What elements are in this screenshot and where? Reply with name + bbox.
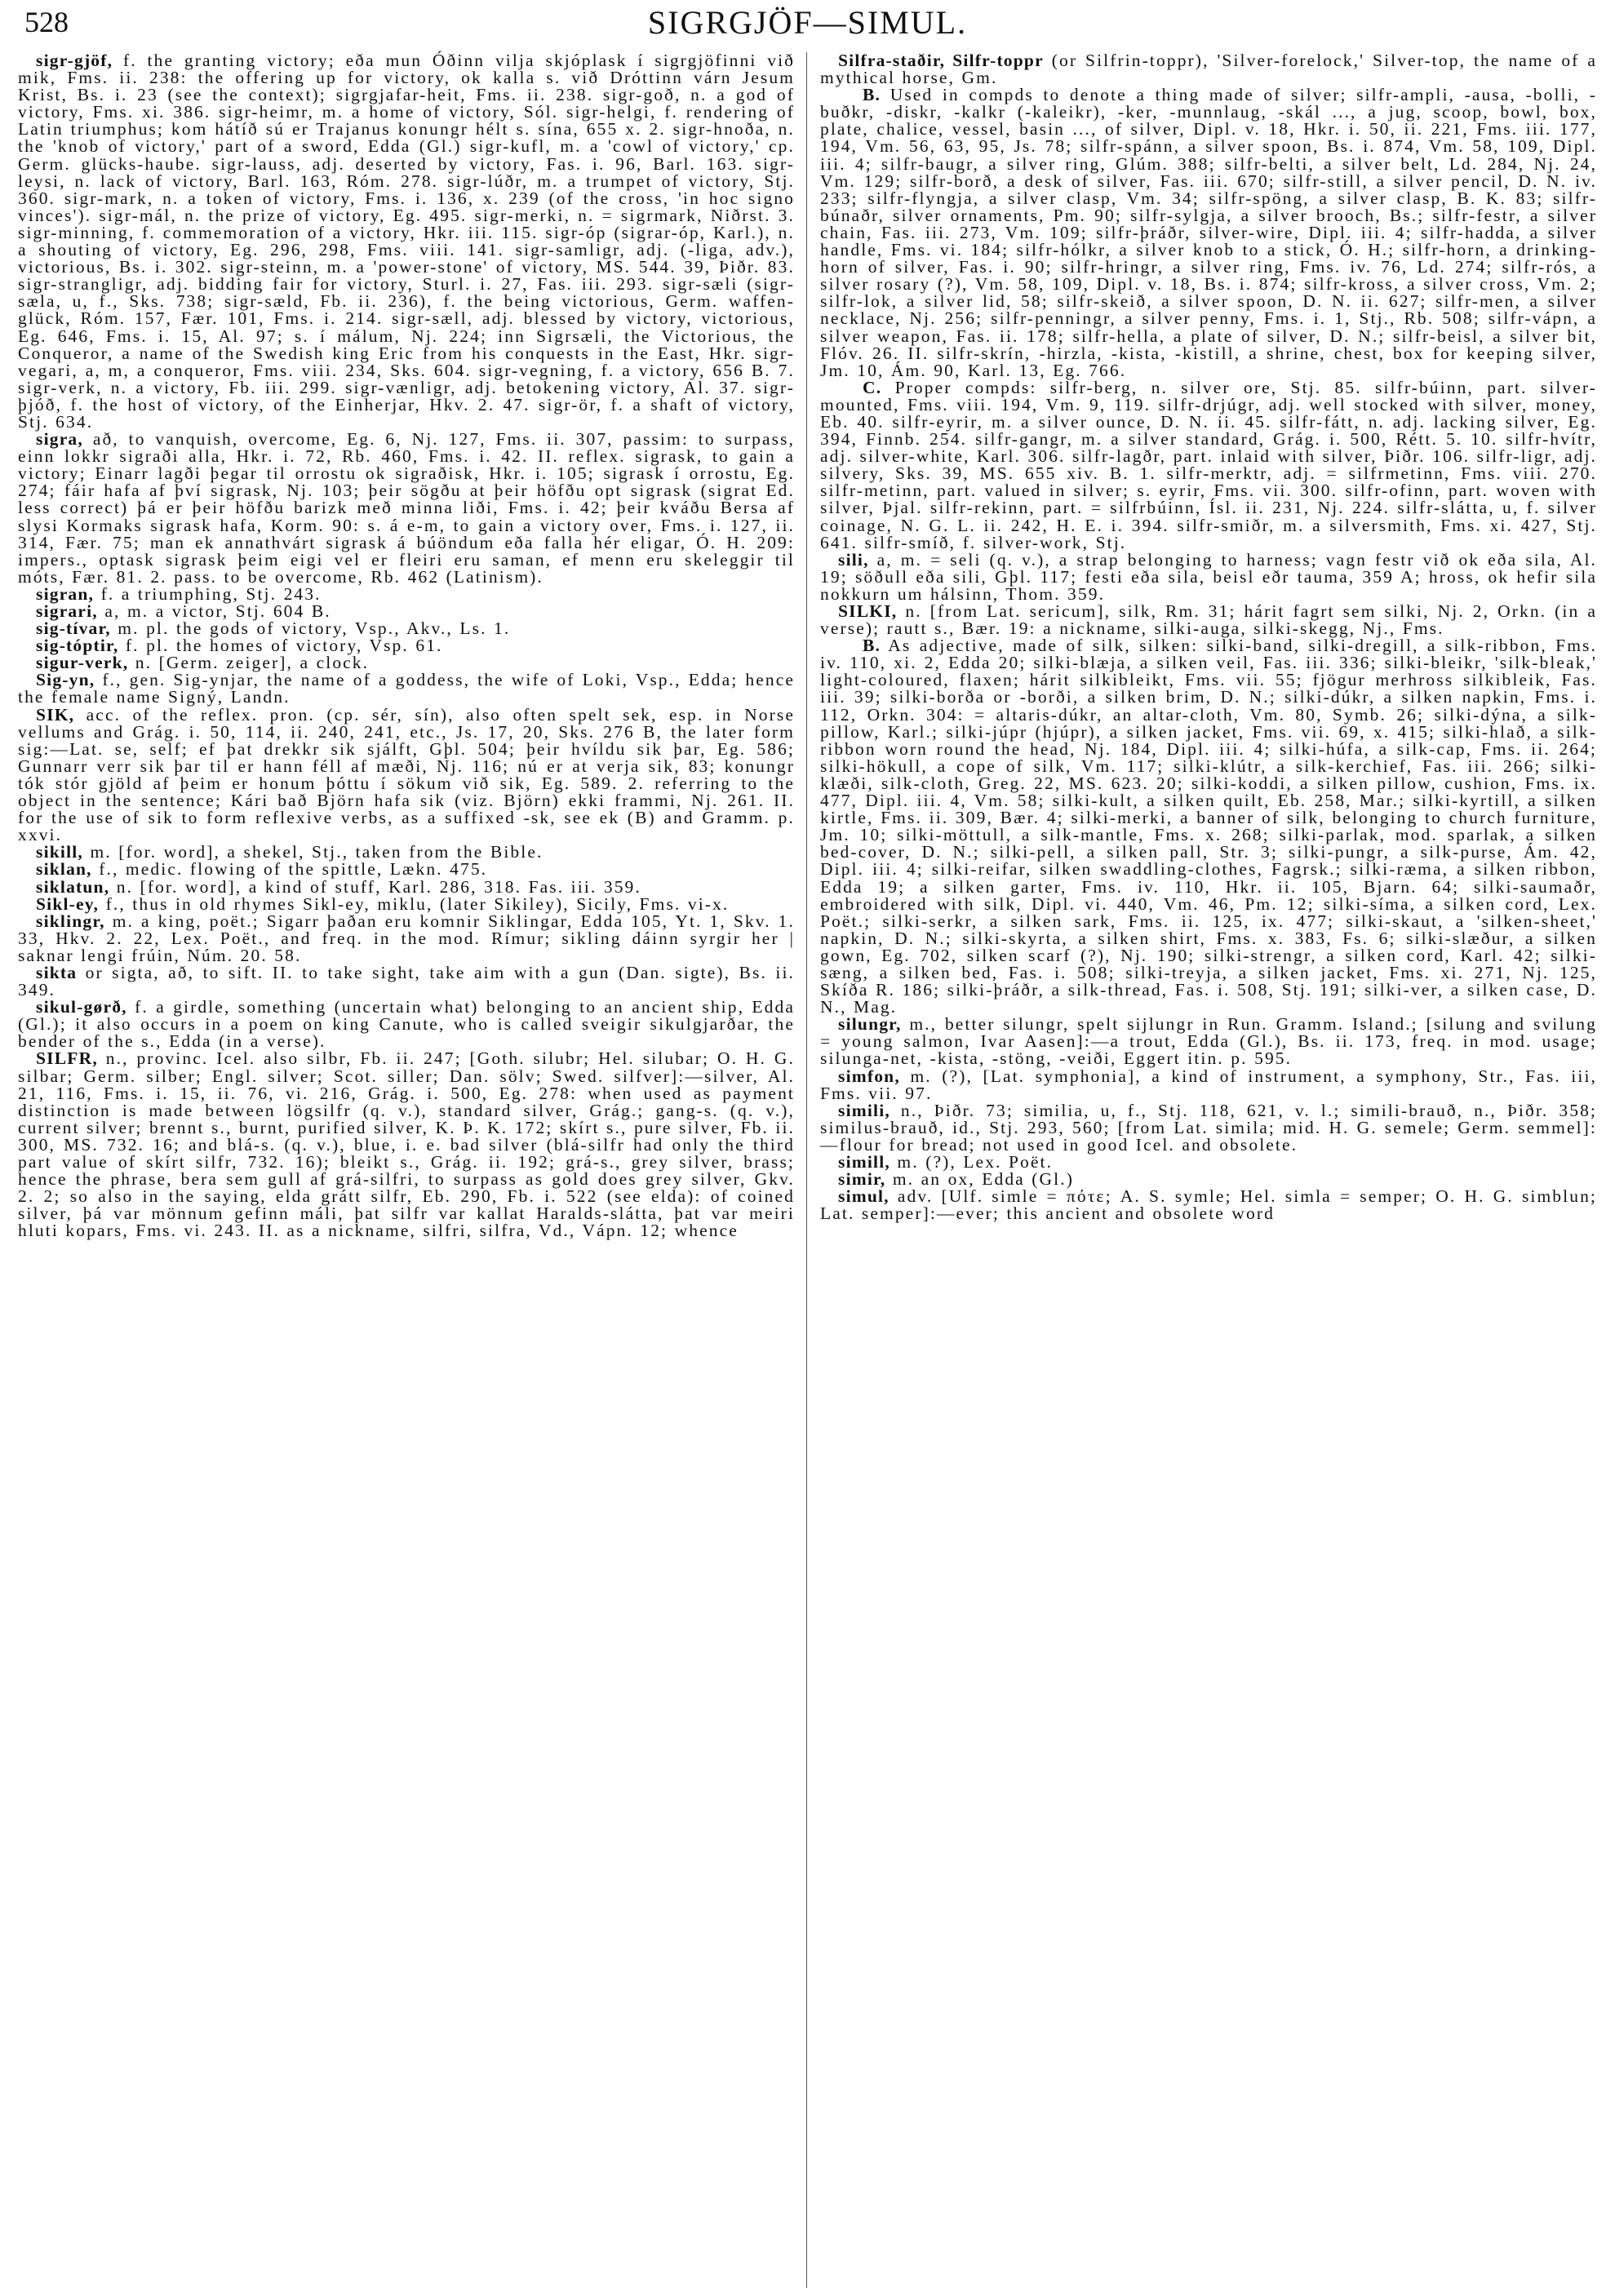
dictionary-entry bbox=[18, 964, 795, 999]
dictionary-entry bbox=[18, 52, 795, 431]
page-number: 528 bbox=[24, 6, 69, 38]
entry-headword: simul, bbox=[838, 1186, 890, 1207]
entry-body: adv. [Ulf. simle = πότε; A. S. symle; Hel. simla = semper; O. H. G. simblun; Lat. semper]:—ever; this ancient and obsolete word bbox=[820, 1186, 1597, 1224]
running-title: SIGRGJÖF—SIMUL. bbox=[647, 4, 968, 41]
entry-headword: B. bbox=[863, 85, 881, 105]
entry-headword: sigr-gjöf, bbox=[36, 51, 113, 70]
entry-body: f. a girdle, something (uncertain what) belonging to an ancient ship, Edda (Gl.); it also occurs in a poem on king Canute, who is called sveigir sikulgjarðar, the bender of the s., Edda (in a verse). bbox=[18, 997, 795, 1052]
dictionary-entry bbox=[18, 583, 795, 604]
entry-body: n., provinc. Icel. also silbr, Fb. ii. 247; [Goth. silubr; Hel. silubar; O. H. G. silbar; Germ. silber; Engl. silver; Scot. siller; Dan. sölv; Swed. silfver]:—silver, Al. 21, 116, Fms. i. 15, ii. 76, vi. 216, Grág. i. 500, Eg. 278: when used as payment distinction is made between lögsilfr (q. v.), standard silver, Grág.; gang-s. (q. v.), current silver; brennt s., burnt, purified silver, K. Þ. K. 172; skírt s., pure silver, Fb. ii. 300, MS. 732. 16; and blá-s. (q. v.), blue, i. e. bad silver (blá-silfr had only the third part value of skírt silfr, 732. 16); bleikt s., Grág. ii. 192; grá-s., grey silver, brass; hence the phrase, bera sem gull af grá-silfri, to surpass as gold does grey silver, Gkv. 2. 2; so also in the saying, elda grátt silfr, Eb. 290, Fb. i. 522 (see elda): of coined silver, þá var mönnum gefinn máli, þat silfr var kallat Haralds-slátta, þat var meiri hluti kopars, Fms. vi. 243. II. as a nickname, silfri, silfra, Vd., Vápn. 12; whence bbox=[18, 1048, 795, 1241]
dictionary-entry bbox=[18, 620, 795, 637]
entry-body: a, m. = seli (q. v.), a strap belonging to harness; vagn festr við ok eða sila, Al. 19; söðull eða sili, Gþl. 117; festi eða sila, beisl eðr tauma, 359 A; hross, ok hefir sila nokkurn um hálsinn, Thom. 359. bbox=[820, 549, 1597, 604]
entry-body: Used in compds to denote a thing made of silver; silfr-ampli, -ausa, -bolli, -buðkr, -diskr, -kalkr (-kaleikr), -ker, -munnlaug, -skál ..., a jug, scoop, bowl, box, plate, chalice, vessel, basin ..., of silver, Dipl. v. 18, Hkr. i. 50, ii. 221, Fms. iii. 177, 194, Vm. 56, 63, 95, Js. 78; silfr-spánn, a silver spoon, Bs. i. 874, Vm. 58, 109, Dipl. iii. 4; silfr-baugr, a silver ring, Glúm. 388; silfr-belti, a silver belt, Ld. 284, Nj. 24, Vm. 129; silfr-borð, a desk of silver, Fas. iii. 670; silfr-still, a silver pencil, D. N. iv. 233; silfr-flyngja, a silver clasp, Vm. 34; silfr-spöng, a silver clasp, B. K. 83; silfr-búnaðr, silver ornaments, Pm. 90; silfr-sylgja, a silver brooch, Bs.; silfr-festr, a silver chain, Fas. iii. 273, Vm. 109; silfr-þráðr, silver-wire, Dipl. iii. 4; silfr-hadda, a silver handle, Fms. vi. 184; silfr-hólkr, a silver knob to a stick, Ó. H.; silfr-horn, a drinking-horn of silver, Fas. i. 90; silfr-hringr, a silver ring, Fms. iv. 76, Ld. 274; silfr-rós, a silver rosary (?), Vm. 58, 109, Dipl. v. 18, Bs. i. 874; silfr-kross, a silver cross, Vm. 2; silfr-lok, a silver lid, 58; silfr-skeið, a silver spoon, D. N. ii. 627; silfr-men, a silver necklace, Nj. 256; silfr-penningr, a silver penny, Fms. i. 1, Stj., Rb. 508; silfr-vápn, a silver weapon, Fas. ii. 178; silfr-hella, a plate of silver, D. N.; silfr-beisl, a silver bit, Flóv. 26. II. silfr-skrín, -hirzla, -kista, -kistill, a shrine, chest, box for keeping silver, Jm. 10, Ám. 90, Karl. 13, Eg. 766. bbox=[820, 85, 1597, 380]
right-column bbox=[820, 52, 1597, 1222]
entry-body: As adjective, made of silk, silken: silki-band, silki-dregill, a silk-ribbon, Fms. iv. 110, xi. 2, Edda 20; silki-blæja, a silken veil, Fas. iii. 336; silki-bleikr, 'silk-bleak,' light-coloured, flaxen; hárit silkibleikt, Fms. vii. 55; fjögur merhross silkibleik, Fas. iii. 39; silki-borða or -borði, a silken brim, D. N.; silki-dúkr, a silken napkin, Fms. i. 112, Orkn. 304: = altaris-dúkr, an altar-cloth, Vm. 80, Symb. 26; silki-dýna, a silk-pillow, Karl.; silki-júpr (hjúpr), a silken jacket, Fms. vii. 69, x. 415; silki-hlað, a silk-ribbon worn round the head, Nj. 184, Dipl. iii. 4; silki-húfa, a silk-cap, Fms. ii. 264; silki-hökull, a cope of silk, Vm. 117; silki-klútr, a silk-kerchief, Fas. iii. 266; silki-klæði, silk-cloth, Greg. 22, MS. 623. 20; silki-koddi, a silken pillow, cushion, Fms. ix. 477, Dipl. iii. 4, Vm. 58; silki-kult, a silken quilt, Eb. 258, Mar.; silki-kyrtill, a silken kirtle, Fms. ii. 309, Bær. 4; silki-merki, a banner of silk, belonging to church furniture, Jm. 10; silki-möttull, a silk-mantle, Fms. x. 268; silki-parlak, mod. sparlak, a silken bed-cover, D. N.; silki-pell, a silken pall, Str. 3; silki-pungr, a silk-purse, Ám. 42, Dipl. iii. 4; silki-reifar, silken swaddling-clothes, Fagrsk.; silki-ræma, a silken ribbon, Edda 19; a silken garter, Fms. iv. 110, Hkr. ii. 105, Bjarn. 64; silki-saumaðr, embroidered with silk, Dipl. vi. 440, Vm. 46, Pm. 12; silki-síma, a silken cord, Lex. Poët.; silki-serkr, a silken sark, Fms. ii. 125, ix. 477; silki-skaut, a 'silken-sheet,' napkin, D. N.; silki-skyrta, a silken shirt, Fms. x. 383, Fs. 6; silki-slæður, a silken gown, Eg. 702, silken scarf (?), Nj. 190; silki-strengr, a silken cord, Karl. 42; silki-sæng, a silken bed, Fas. i. 508; silki-treyja, a silken jacket, Fms. xi. 271, Nj. 125, Skíða R. 186; silki-þráðr, a silk-thread, Fas. i. 508, Stj. 191; silki-ver, a silken case, D. N., Mag. bbox=[820, 636, 1597, 1017]
dictionary-entry bbox=[18, 431, 795, 586]
entry-headword: sigra, bbox=[36, 429, 83, 450]
entry-headword: simir, bbox=[838, 1169, 886, 1190]
dictionary-entry bbox=[18, 1050, 795, 1239]
dictionary-entry bbox=[18, 893, 795, 914]
entry-body: f., medic. flowing of the spittle, Lækn. 475. bbox=[91, 859, 488, 880]
entry-body: n. [for. word], a kind of stuff, Karl. 286, 318. Fas. iii. 359. bbox=[109, 876, 641, 897]
column-divider bbox=[806, 52, 807, 2288]
left-column bbox=[18, 52, 795, 1239]
entry-body: f. pl. the homes of victory, Vsp. 61. bbox=[118, 636, 443, 656]
entry-headword: SIK, bbox=[36, 704, 75, 725]
dictionary-entry bbox=[18, 704, 795, 845]
dictionary-entry bbox=[820, 1171, 1597, 1188]
entry-body: m. pl. the gods of victory, Vsp., Akv., Ls. 1. bbox=[110, 618, 511, 639]
entry-body: n., Þiðr. 73; similia, u, f., Stj. 118, 621, v. l.; simili-brauð, n., Þiðr. 358; similus-brauð, id., Stj. 293, 560; [from Lat. simila; mid. H. G. semele; Germ. semmel]:—flour for bread; not used in good Icel. and obsolete. bbox=[820, 1100, 1597, 1155]
entry-body: m. (?), [Lat. symphonia], a kind of instrument, a symphony, Str., Fas. iii, Fms. vii. 97. bbox=[820, 1066, 1597, 1103]
entry-body: m., better silungr, spelt sijlungr in Run. Gramm. Island.; [silung and svilung = young salmon, Ivar Aasen]:—a trout, Edda (Gl.), Bs. ii. 173, freq. in mod. usage; silunga-net, -kista, -stöng, -veiði, Eggert itin. p. 595. bbox=[820, 1014, 1597, 1069]
entry-headword: Sig-yn, bbox=[36, 670, 95, 690]
entry-body: f. the granting victory; eða mun Óðinn vilja skjóplask í sigrgjöfinni við mik, Fms. ii. 238: the offering up for victory, ok kalla s. við Dróttinn várn Jesum Krist, Bs. i. 23 (see the context); sigrgjafar-heit, Fms. ii. 238. sigr-goð, n. a god of victory, Fms. xi. 386. sigr-heimr, m. a home of victory, Sól. sigr-helgi, f. rendering of Latin triumphus; kom hátíð sú er Trajanus konungr hélt s. sína, 655 x. 2. sigr-hnoða, n. the 'knob of victory,' part of a sword, Edda (Gl.) sigr-kufl, m. a 'cowl of victory,' cp. Germ. glücks-haube. sigr-lauss, adj. deserted by victory, Fas. i. 96, Barl. 163. sigr-leysi, n. lack of victory, Barl. 163, Róm. 278. sigr-lúðr, m. a trumpet of victory, Stj. 360. sigr-mark, n. a token of victory, Fms. i. 136, x. 239 (of the cross, 'in hoc signo vinces'). sigr-mál, n. the prize of victory, Eg. 495. sigr-merki, n. = sigrmark, Niðrst. 3. sigr-minning, f. commemoration of a victory, Hkr. iii. 115. sigr-óp (sigrar-óp, Karl.), n. a shouting of victory, Eg. 296, 298, Fms. viii. 141. sigr-samligr, adj. (-liga, adv.), victorious, Bs. i. 302. sigr-steinn, m. a 'power-stone' of victory, MS. 544. 39, Þiðr. 83. sigr-strangligr, adj. bidding fair for victory, Sturl. i. 27, Fas. iii. 293. sigr-sæli (sigr-sæla, u, f., Sks. 738; sigr-sæld, Fb. ii. 236), f. the being victorious, Germ. waffen-glück, Róm. 157, Fær. 101, Fms. i. 214. sigr-sæll, adj. blessed by victory, victorious, Eg. 646, Fms. i. 15, Al. 97; s. í málum, Nj. 224; inn Sigrsæli, the Victorious, the Conqueror, a name of the Swedish king Eric from his conquests in the East, Hkr. sigr-vegari, a, m, a conqueror, Fms. viii. 234, Sks. 604. sigr-vegning, f. a victory, 656 B. 7. sigr-verk, n. a victory, Fb. iii. 299. sigr-vænligr, adj. betokening victory, Al. 37. sigr-þjóð, f. the host of victory, of the Einherjar, Hkv. 2. 47. sigr-ör, f. a shaft of victory, Stj. 634. bbox=[18, 51, 795, 432]
dictionary-entry bbox=[18, 603, 795, 620]
entry-headword: Silfra-staðir, Silfr-toppr bbox=[838, 51, 1044, 70]
entry-headword: sili, bbox=[838, 549, 869, 570]
entry-body: m. a king, poët.; Sigarr þaðan eru komnir Siklingar, Edda 105, Yt. 1, Skv. 1. 33, Hkv. 2. 22, Lex. Poët., and freq. in the mod. Rímur; sikling dáinn syrgir her | saknar lengi frúin, Núm. 20. 58. bbox=[18, 911, 795, 965]
entry-headword: simfon, bbox=[838, 1066, 900, 1086]
entry-headword: sigran, bbox=[36, 583, 95, 604]
entry-body: að, to vanquish, overcome, Eg. 6, Nj. 127, Fms. ii. 307, passim: to surpass, einn lokkr sigraði alla, Hkr. i. 72, Rb. 460, Fms. i. 42. II. reflex. sigrask, to gain a victory; Einarr lagði þegar til orrostu ok sigraðisk, Hkr. i. 105; sigrask í orrostu, Eg. 274; fáir hafa af því sigrask, Nj. 103; þeir sögðu at þeir höfðu opt sigrask (sigrat Ed. less correct) þá er þeir höfðu barizk með minna liði, Fms. i. 42; þeir kváðu Bersa af slysi Kormaks sigrask hafa, Korm. 90: s. á e-m, to gain a victory over, Fms. i. 127, ii. 314, Fær. 75; man ek annathvárt sigrask á búöndum eða falla hér eligar, Ó. H. 209: impers., optask sigrask þeim eigi vel er fleiri eru saman, ef menn eru skeleggir til móts, Fær. 81. 2. pass. to be overcome, Rb. 462 (Latinism). bbox=[18, 429, 795, 587]
dictionary-entry bbox=[820, 52, 1597, 86]
entry-headword: sigur-verk, bbox=[36, 653, 129, 673]
dictionary-entry bbox=[18, 876, 795, 897]
entry-body: m. [for. word], a shekel, Stj., taken from the Bible. bbox=[83, 842, 544, 862]
dictionary-entry bbox=[18, 861, 795, 878]
entry-headword: siklatun, bbox=[36, 876, 110, 897]
entry-headword: siklan, bbox=[36, 859, 92, 880]
dictionary-entry bbox=[18, 672, 795, 706]
entry-headword: sikta bbox=[36, 962, 78, 982]
page-header bbox=[0, 0, 1615, 51]
dictionary-entry bbox=[820, 1188, 1597, 1222]
dictionary-entry bbox=[18, 637, 795, 654]
entry-headword: B. bbox=[863, 636, 881, 656]
entry-body: f. a triumphing, Stj. 243. bbox=[94, 583, 322, 604]
entry-headword: simili, bbox=[838, 1100, 890, 1120]
dictionary-entry bbox=[18, 999, 795, 1050]
entry-headword: SILFR, bbox=[36, 1048, 98, 1069]
entry-body: m. an ox, Edda (Gl.) bbox=[885, 1169, 1074, 1190]
dictionary-entry bbox=[820, 379, 1597, 552]
entry-body: Proper compds: silfr-berg, n. silver ore, Stj. 85. silfr-búinn, part. silver-mounted, Fms. viii. 194, Vm. 9, 119. silfr-drjúgr, adj. well stocked with silver, money, Eb. 40. silfr-eyrir, m. a silver ounce, D. N. ii. 45. silfr-fátt, n. adj. lacking silver, Eg. 394, Finnb. 254. silfr-gangr, m. a silver standard, Grág. i. 500, Rétt. 5. 10. silfr-hvítr, adj. silver-white, Karl. 306. silfr-lagðr, part. inlaid with silver, Þiðr. 106. silfr-ligr, adj. silvery, Sks. 39, MS. 655 xiv. B. 1. silfr-merktr, adj. = silfrmetinn, Fms. viii. 270. silfr-metinn, part. valued in silver; s. eyrir, Fms. vii. 300. silfr-ofinn, part. woven with silver, Þjal. silfr-rekinn, part. = silfrbúinn, Ísl. ii. 231, Nj. 224. silfr-slátta, u, f. silver coinage, N. G. L. ii. 242, H. E. i. 394. silfr-smiðr, m. a silversmith, Fms. xi. 427, Stj. 641. silfr-smíð, f. silver-work, Stj. bbox=[820, 377, 1597, 552]
entry-headword: silungr, bbox=[838, 1014, 902, 1035]
dictionary-entry bbox=[820, 1102, 1597, 1154]
dictionary-entry bbox=[820, 1154, 1597, 1171]
entry-headword: C. bbox=[863, 377, 882, 397]
entry-body: a, m. a victor, Stj. 604 B. bbox=[97, 601, 331, 621]
entry-headword: simill, bbox=[838, 1152, 890, 1172]
entry-headword: sig-tóptir, bbox=[36, 636, 119, 656]
entry-body: f., thus in old rhymes Sikl-ey, miklu, (later Sikiley), Sicily, Fms. vi-x. bbox=[99, 893, 730, 914]
entry-body: or sigta, að, to sift. II. to take sight, take aim with a gun (Dan. sigte), Bs. ii. 349. bbox=[18, 962, 795, 1000]
entry-body: n. [from Lat. sericum], silk, Rm. 31; hárit fagrt sem silki, Nj. 2, Orkn. (in a verse); rautt s., Bær. 19: a nickname, silki-auga, silki-skegg, Nj., Fms. bbox=[820, 601, 1597, 639]
dictionary-entry bbox=[820, 637, 1597, 1016]
dictionary-entry bbox=[18, 913, 795, 964]
entry-headword: sigrari, bbox=[36, 601, 98, 621]
dictionary-entry bbox=[820, 549, 1597, 604]
entry-headword: siklingr, bbox=[36, 911, 105, 931]
entry-body: m. (?), Lex. Poët. bbox=[890, 1152, 1054, 1172]
entry-headword: sikul-gørð, bbox=[36, 997, 127, 1017]
entry-headword: Sikl-ey, bbox=[36, 893, 100, 914]
dictionary-entry bbox=[820, 1068, 1597, 1102]
dictionary-entry bbox=[820, 86, 1597, 379]
dictionary-entry bbox=[820, 603, 1597, 637]
dictionary-entry bbox=[18, 654, 795, 672]
entry-headword: sig-tívar, bbox=[36, 618, 111, 639]
entry-headword: sikill, bbox=[36, 842, 83, 862]
dictionary-entry bbox=[820, 1016, 1597, 1067]
entry-body: (or Silfrin-toppr), 'Silver-forelock,' Silver-top, the name of a mythical horse, Gm. bbox=[820, 51, 1597, 88]
dictionary-entry bbox=[18, 844, 795, 861]
entry-headword: SILKI, bbox=[838, 601, 898, 621]
entry-body: acc. of the reflex. pron. (cp. sér, sín), also often spelt sek, esp. in Norse vellums and Grág. i. 50, 114, ii. 240, 241, etc., Js. 17, 20, Sks. 276 B, the later form sig:—Lat. se, self; ef þat drekkr sik sjálft, Gþl. 504; þeir hvíldu sik þar, Eg. 586; Gunnarr verr sik þar til er hann féll af mæði, Nj. 116; nú er at verja sik, 83; konungr tók stór gjöld af þeim er honum þóttu í sökum við sik, Eg. 589. 2. referring to the object in the sentence; Kári bað Björn hafa sik (viz. Björn) ekki frammi, Nj. 261. II. for the use of sik to form reflexive verbs, as a suffixed -sk, see ek (B) and Gramm. p. xxvi. bbox=[18, 704, 795, 845]
entry-body: n. [Germ. zeiger], a clock. bbox=[128, 653, 370, 673]
entry-body: f., gen. Sig-ynjar, the name of a goddess, the wife of Loki, Vsp., Edda; hence the female name Signý, Landn. bbox=[18, 670, 795, 707]
